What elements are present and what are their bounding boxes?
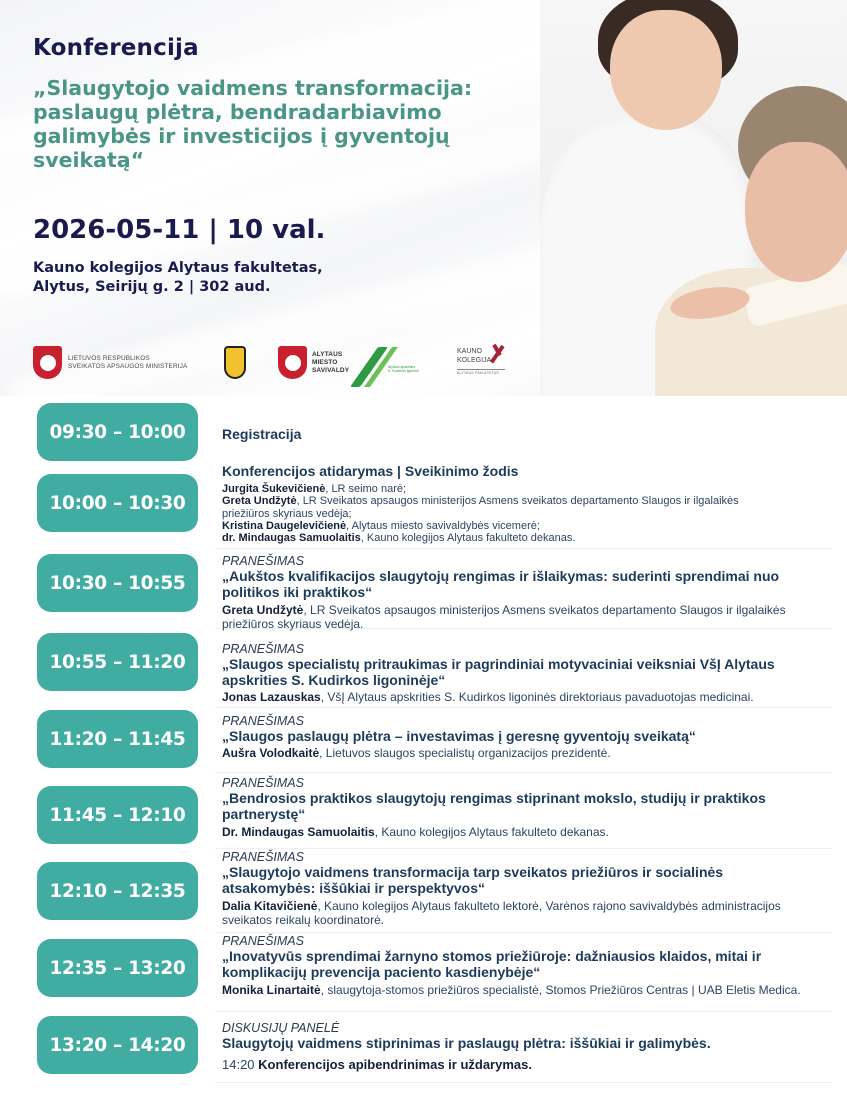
ministry-logo-line: SVEIKATOS APSAUGOS MINISTERIJA bbox=[68, 362, 188, 370]
kk-k-mark-icon bbox=[495, 346, 509, 366]
speaker-line bbox=[222, 495, 837, 507]
speaker-name: Greta Undžytė bbox=[222, 603, 304, 617]
time-slot-pill: 11:20 – 11:45 bbox=[37, 710, 198, 768]
lamp-badge-icon bbox=[224, 346, 246, 379]
time-slot-pill: 12:35 – 13:20 bbox=[37, 939, 198, 997]
talk-title: „Bendrosios praktikos slaugytojų rengimas stiprinant mokslo, studijų ir praktikos partnerystę“ bbox=[222, 790, 766, 822]
time-slot-pill: 10:30 – 10:55 bbox=[37, 554, 198, 612]
speaker-line bbox=[222, 603, 822, 631]
panel-title: Slaugytojų vaidmens stiprinimas ir paslaugų plėtra: iššūkiai ir galimybės. bbox=[222, 1035, 711, 1051]
divider bbox=[215, 772, 832, 773]
conference-title bbox=[33, 76, 533, 172]
speaker-name: Greta Undžytė bbox=[222, 495, 297, 508]
schedule-item-title: Registracija bbox=[222, 426, 302, 442]
speaker-name: Jonas Lazauskas bbox=[222, 690, 321, 704]
item-type-label: PRANEŠIMAS bbox=[222, 714, 304, 728]
ministry-logo bbox=[33, 346, 187, 379]
speaker-name: Dalia Kitavičienė bbox=[222, 899, 318, 913]
closing-time: 14:20 bbox=[222, 1057, 255, 1072]
speaker-line bbox=[222, 825, 812, 839]
item-type-label: PRANEŠIMAS bbox=[222, 850, 304, 864]
speaker-role: , Kauno kolegijos Alytaus fakulteto lektorė, Varėnos rajono savivaldybės administracijos sveikatos reikalų koordinatorė. bbox=[222, 899, 781, 927]
time-slot-pill: 10:00 – 10:30 bbox=[37, 474, 198, 532]
event-venue bbox=[33, 259, 323, 297]
title-line: „Slaugytojo vaidmens transformacija: bbox=[33, 76, 473, 100]
closing-text: Konferencijos apibendrinimas ir uždarymas. bbox=[258, 1057, 532, 1072]
speaker-role: priežiūros skyriaus vedėja; bbox=[222, 507, 352, 520]
talk-title: „Slaugytojo vaidmens transformacija tarp sveikatos priežiūros ir socialinės atsakomybės: iššūkiai ir perspektyvos“ bbox=[222, 864, 724, 896]
speaker-line bbox=[222, 746, 837, 760]
divider bbox=[215, 548, 832, 549]
schedule-item bbox=[222, 935, 812, 997]
item-type-label: DISKUSIJŲ PANELĖ bbox=[222, 1021, 340, 1035]
hospital-green-a-icon bbox=[360, 345, 420, 381]
speaker-name: Jurgita Šukevičienė bbox=[222, 483, 326, 495]
time-slot-pill: 11:45 – 12:10 bbox=[37, 786, 198, 844]
speaker-line bbox=[222, 690, 832, 704]
alytus-logo-line: ALYTAUS bbox=[312, 350, 343, 358]
time-slot-pill: 10:55 – 11:20 bbox=[37, 633, 198, 691]
schedule-item bbox=[222, 715, 837, 760]
speaker-role: , LR Sveikatos apsaugos ministerijos Asmens sveikatos departamento Slaugos ir ilgalaikės priežiūros skyriaus vedėja. bbox=[222, 603, 786, 631]
speaker-line bbox=[222, 508, 837, 520]
speaker-role: , LR seimo narė; bbox=[325, 483, 407, 495]
item-type-label: PRANEŠIMAS bbox=[222, 642, 304, 656]
speaker-name: Kristina Daugelevičienė bbox=[222, 519, 347, 532]
kauno-kolegija-logo bbox=[457, 346, 509, 375]
schedule-item bbox=[222, 463, 837, 544]
kk-logo-subtitle: ALYTAUS FAKULTETAS bbox=[457, 369, 505, 375]
divider bbox=[215, 1082, 832, 1083]
speaker-name: Monika Linartaitė bbox=[222, 983, 321, 997]
schedule-item bbox=[222, 643, 832, 704]
schedule-item-title: Konferencijos atidarymas | Sveikinimo žodis bbox=[222, 463, 519, 479]
speaker-name: Aušra Volodkaitė bbox=[222, 746, 320, 760]
speaker-role: , slaugytoja-stomos priežiūros specialistė, Stomos Priežiūros Centras | UAB Eletis Medica. bbox=[320, 983, 801, 997]
title-line: paslaugų plėtra, bendradarbiavimo bbox=[33, 100, 442, 124]
schedule-item bbox=[222, 777, 812, 839]
speaker-role: , LR Sveikatos apsaugos ministerijos Asmens sveikatos departamento Slaugos ir ilgalaikės bbox=[296, 495, 739, 508]
kk-logo-line: KOLEGIJA bbox=[457, 357, 492, 364]
partner-logos bbox=[0, 340, 540, 390]
speaker-role: , Kauno kolegijos Alytaus fakulteto dekanas. bbox=[360, 532, 576, 545]
closing-line bbox=[222, 1058, 837, 1072]
hospital-logo-line: Alytaus apskrities bbox=[388, 365, 416, 369]
hospital-logo bbox=[360, 345, 420, 381]
speaker-role: , Alytaus miesto savivaldybės vicemerė; bbox=[346, 519, 540, 532]
nurses-association-logo bbox=[224, 346, 246, 379]
divider bbox=[215, 1011, 832, 1012]
speaker-role: , VšĮ Alytaus apskrities S. Kudirkos ligoninės direktoriaus pavaduotojas medicinai. bbox=[320, 690, 754, 704]
item-type-label: PRANEŠIMAS bbox=[222, 554, 304, 568]
speaker-line bbox=[222, 520, 837, 532]
time-slot-pill: 13:20 – 14:20 bbox=[37, 1016, 198, 1074]
hospital-logo-line: S. Kudirkos ligoninė bbox=[388, 369, 419, 373]
ministry-logo-line: LIETUVOS RESPUBLIKOS bbox=[68, 354, 150, 362]
speaker-line bbox=[222, 483, 837, 495]
speaker-line bbox=[222, 532, 837, 544]
alytus-logo-line: SAVIVALDY bbox=[312, 366, 350, 374]
venue-line: Alytus, Seirijų g. 2 | 302 aud. bbox=[33, 279, 271, 295]
event-date-time: 2026-05-11 | 10 val. bbox=[33, 215, 326, 245]
event-type: Konferencija bbox=[33, 35, 199, 61]
kk-logo-line: KAUNO bbox=[457, 348, 482, 355]
divider bbox=[215, 932, 832, 933]
item-type-label: PRANEŠIMAS bbox=[222, 776, 304, 790]
nurse-and-patient-photo bbox=[540, 0, 847, 396]
vytis-coat-of-arms-icon bbox=[33, 346, 62, 379]
speaker-name: Dr. Mindaugas Samuolaitis bbox=[222, 825, 375, 839]
time-slot-pill: 12:10 – 12:35 bbox=[37, 862, 198, 920]
title-line: galimybės ir investicijos į gyventojų bbox=[33, 124, 450, 148]
speaker-line bbox=[222, 983, 812, 997]
alytus-municipality-logo bbox=[278, 346, 349, 379]
talk-title: „Inovatyvūs sprendimai žarnyno stomos priežiūroje: dažniausios klaidos, mitai ir komplikacijų prevencija paciento kasdienybėje“ bbox=[222, 948, 762, 980]
venue-line: Kauno kolegijos Alytaus fakultetas, bbox=[33, 260, 323, 276]
speaker-name: dr. Mindaugas Samuolaitis bbox=[222, 532, 361, 545]
alytus-rose-coat-of-arms-icon bbox=[278, 346, 307, 379]
time-slot-pill: 09:30 – 10:00 bbox=[37, 403, 198, 461]
divider bbox=[215, 848, 832, 849]
alytus-logo-line: MIESTO bbox=[312, 358, 338, 366]
schedule-item bbox=[222, 1022, 837, 1072]
talk-title: „Slaugos specialistų pritraukimas ir pagrindiniai motyvaciniai veiksniai VšĮ Alytaus apskrities S. Kudirkos ligoninėje“ bbox=[222, 656, 775, 688]
talk-title: „Slaugos paslaugų plėtra – investavimas į geresnę gyventojų sveikatą“ bbox=[222, 728, 696, 744]
speaker-role: , Kauno kolegijos Alytaus fakulteto dekanas. bbox=[374, 825, 609, 839]
schedule-item bbox=[222, 851, 782, 927]
item-type-label: PRANEŠIMAS bbox=[222, 934, 304, 948]
title-line: sveikatą“ bbox=[33, 148, 145, 172]
speaker-role: , Lietuvos slaugos specialistų organizacijos prezidentė. bbox=[319, 746, 611, 760]
speaker-line bbox=[222, 899, 782, 927]
divider bbox=[215, 707, 832, 708]
schedule-item bbox=[222, 555, 822, 631]
schedule-item bbox=[222, 426, 837, 443]
talk-title: „Aukštos kvalifikacijos slaugytojų rengimas ir išlaikymas: suderinti sprendimai nuo politikos iki praktikos“ bbox=[222, 568, 780, 600]
